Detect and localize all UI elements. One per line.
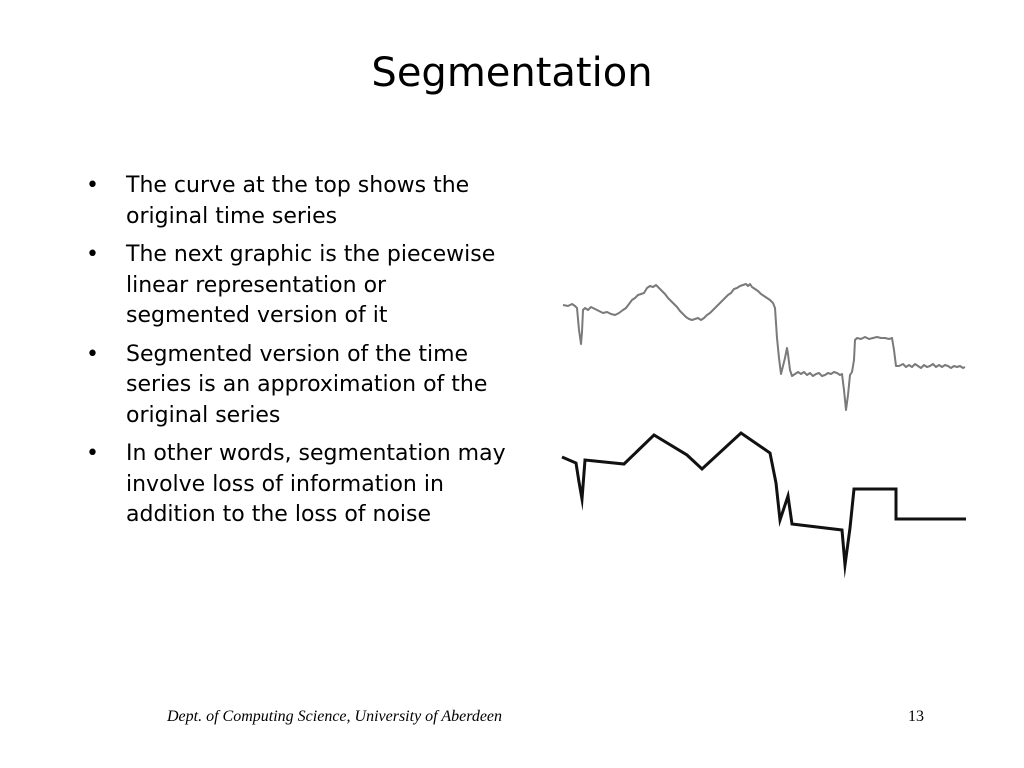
bullet-item [86,439,506,531]
bullet-text: The next graphic is the piecewise linear representation or segmented version of it [126,242,496,328]
time-series-illustration [555,270,975,580]
bullet-list [86,171,506,539]
page-number: 13 [908,708,924,725]
bullet-marker: • [86,441,99,466]
bullet-marker: • [86,341,99,367]
bullet-item [86,340,506,432]
bullet-text: The curve at the top shows the original time series [126,173,470,229]
bullet-marker: • [86,173,99,198]
bullet-marker: • [86,242,99,267]
bullet-item [86,240,506,332]
bullet-item [86,171,506,232]
bullet-text: Segmented version of the time series is an approximation of the original series [126,341,488,428]
footer-department: Dept. of Computing Science, University of Aberdeen [167,708,503,725]
original-time-series-curve [563,284,965,410]
slide-title: Segmentation [371,50,653,96]
time-series-figure [555,270,975,580]
segmented-time-series-curve [562,433,966,565]
bullet-text: In other words, segmentation may involve loss of information in addition to the loss of noise [126,441,506,527]
